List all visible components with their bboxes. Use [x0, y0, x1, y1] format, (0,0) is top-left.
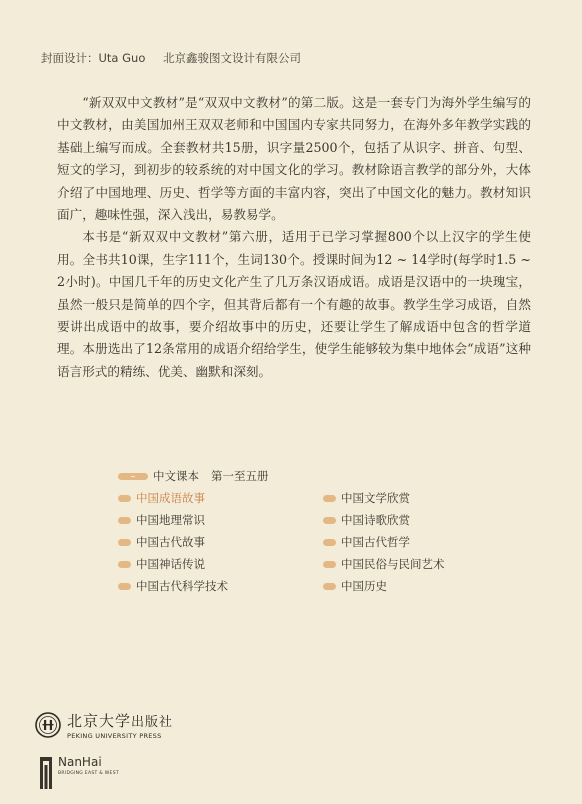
series-item [118, 553, 323, 575]
nanhai-logo [39, 755, 119, 789]
volume-badge [118, 561, 131, 568]
series-item-title: 中国神话传说 [136, 557, 205, 571]
series-item [323, 553, 528, 575]
series-item-title: 中国成语故事 [136, 491, 205, 505]
series-item-title: 中国古代科学技术 [136, 579, 228, 593]
volume-badge [118, 473, 148, 480]
series-item-title: 中国古代哲学 [341, 535, 410, 549]
publisher-name-main: 北京大学 [67, 712, 132, 730]
series-item [323, 487, 528, 509]
series-item-title: 中国古代故事 [136, 535, 205, 549]
series-item [323, 509, 528, 531]
design-company: 北京鑫骏图文设计有限公司 [163, 51, 302, 65]
partner-name: NanHai [58, 755, 102, 769]
description-paragraph: “新双双中文教材”是“双双中文教材”的第二版。这是一套专门为海外学生编写的中文教材，由美国加州王双双老师和中国国内专家共同努力，在海外多年教学实践的基础上编写而成。全套教材共15册，识字量2500个，包括了从识字、拼音、句型、短文的学习，到初步的较系统的对中国文化的学习。教材除语言教学的部分外，大体介绍了中国地理、历史、哲学等方面的丰富内容，突出了中国文化的魅力。教材知识面广，趣味性强，深入浅出，易教易学。 [57, 95, 531, 223]
book-description [57, 92, 531, 383]
series-item-title: 中国历史 [341, 579, 387, 593]
publisher-name-zh [67, 710, 173, 731]
series-item [323, 575, 528, 597]
volume-badge [323, 583, 336, 590]
volume-badge [323, 539, 336, 546]
series-item-textbooks [118, 465, 548, 487]
designer-credit: 封面设计：Uta Guo [41, 51, 146, 65]
partner-tagline: BRIDGING EAST & WEST [58, 771, 119, 776]
series-item [118, 575, 323, 597]
series-item [118, 509, 323, 531]
volume-badge [323, 517, 336, 524]
pku-emblem-icon [35, 712, 61, 738]
volume-badge [118, 495, 131, 502]
cover-design-credit [41, 50, 315, 66]
series-item-title: 中国民俗与民间艺术 [341, 557, 445, 571]
series-item-title: 中国诗歌欣赏 [341, 513, 410, 527]
series-list [118, 465, 548, 597]
pku-press-logo [35, 710, 173, 740]
series-item-title: 中文课本 [153, 469, 199, 483]
volume-badge [118, 539, 131, 546]
series-column-right [323, 487, 528, 597]
series-item-title: 中国地理常识 [136, 513, 205, 527]
description-paragraph: 本书是“新双双中文教材”第六册，适用于已学习掌握800个以上汉字的学生使用。全书共10课，生字111个，生词130个。授课时间为12 ~ 14学时(每学时1.5 ~ 2小时)。中国几千年的历史文化产生了几万条汉语成语。成语是汉语中的一块瑰宝，虽然一般只是简单的四个字，但其背后都有一个有趣的故事。教学生学习成语，自然要讲出成语中的故事，要介绍故事中的历史，还要让学生了解成语中包含的哲学道理。本册选出了12条常用的成语介绍给学生，使学生能够较为集中地体会“成语”这种语言形式的精练、优美、幽默和深刻。 [57, 229, 531, 379]
volume-badge [323, 561, 336, 568]
publisher-name-suffix: 出版社 [131, 715, 174, 730]
publisher-name-en: PEKING UNIVERSITY PRESS [67, 732, 162, 740]
series-item-title: 中国文学欣赏 [341, 491, 410, 505]
series-item-subtitle: 第一至五册 [211, 469, 269, 483]
series-column-left [118, 487, 323, 597]
series-item [323, 531, 528, 553]
volume-badge [118, 517, 131, 524]
nanhai-gate-icon [39, 755, 53, 789]
volume-badge [323, 495, 336, 502]
series-item [118, 531, 323, 553]
volume-badge [118, 583, 131, 590]
series-item-current [118, 487, 323, 509]
